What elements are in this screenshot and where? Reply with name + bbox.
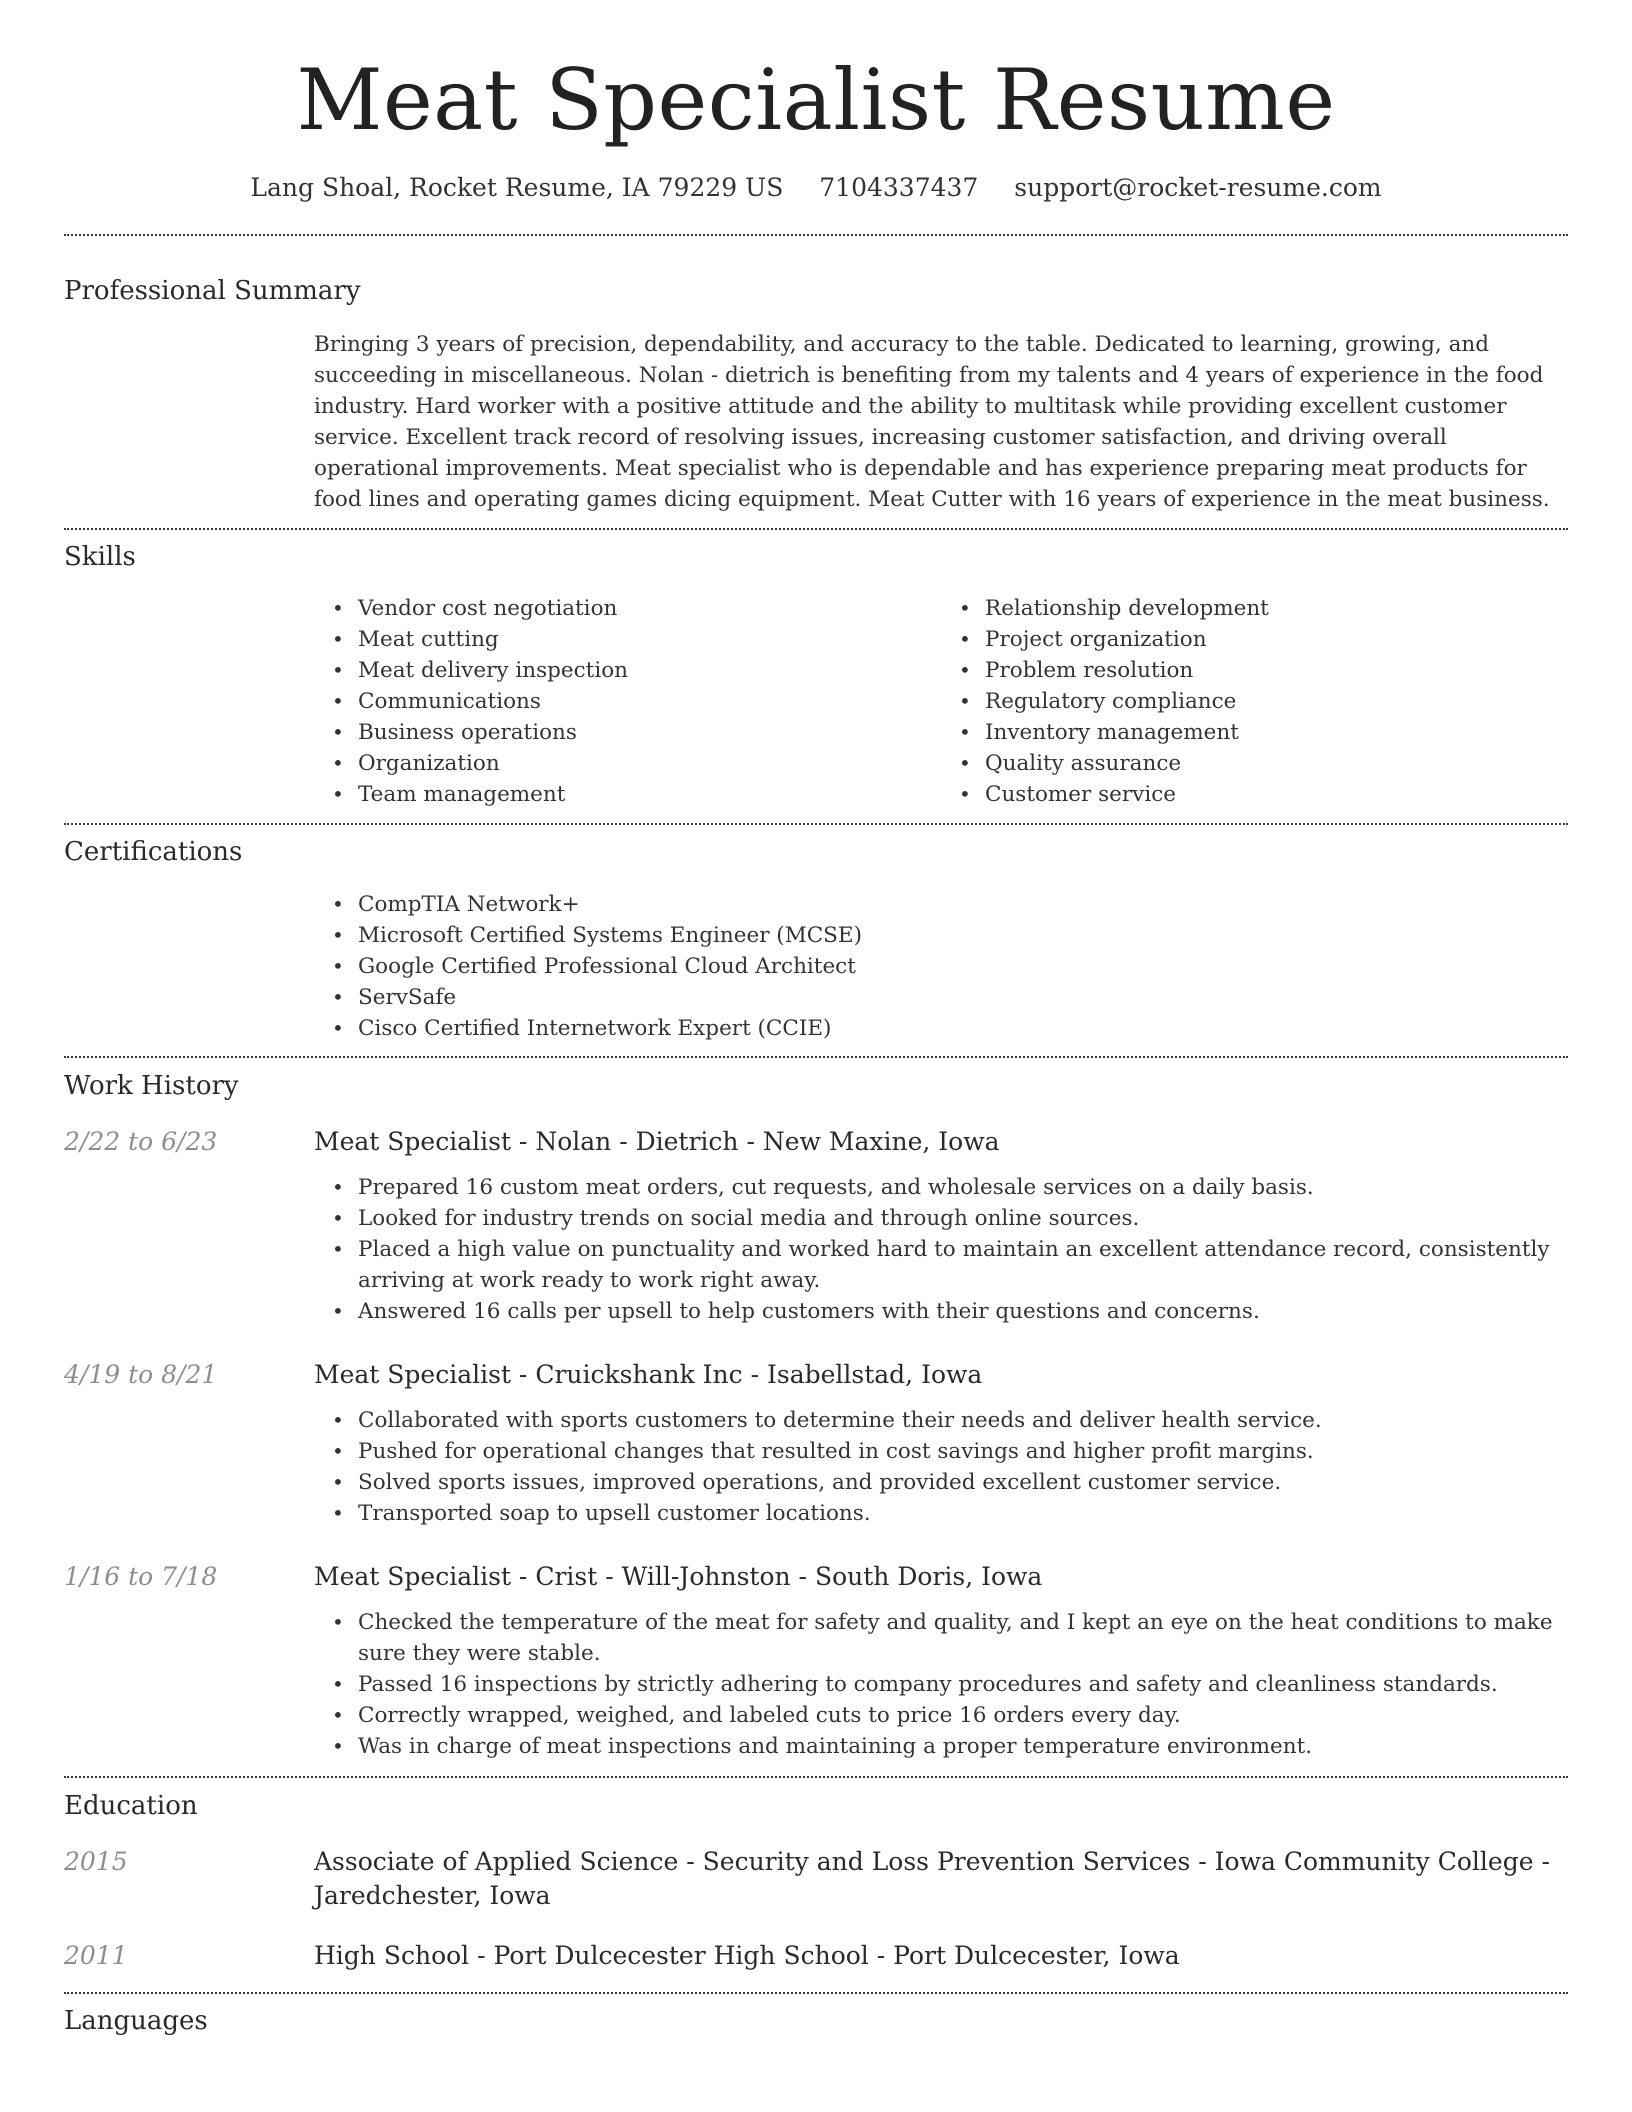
summary-text: Bringing 3 years of precision, dependability, and accuracy to the table. Dedicated to learning, growing, and succeeding in miscellaneous. Nolan - dietrich is benefiting from my talents and 4 years of experience in the food industry. Hard worker with a positive attitude and the ability to multitask while providing excellent customer service. Excellent track record of resolving issues, increasing customer satisfaction, and driving overall operational improvements. Meat specialist who is dependable and has experience preparing meat products for food lines and operating games dicing equipment. Meat Cutter with 16 years of experience in the meat business. [314,332,1550,512]
education-entry [64,1845,1568,1913]
page-title: Meat Specialist Resume [296,51,1336,149]
education-year: 2015 [64,1847,128,1876]
job-bullet: • Collaborated with sports customers to determine their needs and deliver health service. [358,1405,1568,1436]
certifications-section [64,835,1568,1044]
job-dates: 2/22 to 6/23 [64,1127,218,1156]
job-bullet: • Placed a high value on punctuality and worked hard to maintain an excellent attendance record, consistently arriving at work ready to work right away. [358,1234,1568,1296]
certification-item: • Cisco Certified Internetwork Expert (CCIE) [358,1013,1568,1044]
section-title-skills: Skills [64,542,136,572]
job-entry [64,1560,1568,1762]
skill-item: • Meat cutting [358,624,941,655]
certification-item: • ServSafe [358,982,1568,1013]
skill-item: • Meat delivery inspection [358,655,941,686]
job-dates: 4/19 to 8/21 [64,1360,218,1389]
job-heading: Meat Specialist - Cruickshank Inc - Isabellstad, Iowa [314,1360,983,1389]
job-bullet: • Pushed for operational changes that resulted in cost savings and higher profit margins. [358,1436,1568,1467]
job-bullet: • Correctly wrapped, weighed, and labeled cuts to price 16 orders every day. [358,1700,1568,1731]
job-bullet: • Looked for industry trends on social media and through online sources. [358,1203,1568,1234]
job-bullets [314,1172,1568,1327]
section-title-languages: Languages [64,2006,208,2036]
skill-item: • Communications [358,686,941,717]
summary-section [64,274,1568,515]
job-bullet: • Answered 16 calls per upsell to help customers with their questions and concerns. [358,1296,1568,1327]
skill-item: • Quality assurance [985,748,1568,779]
skill-item: • Vendor cost negotiation [358,593,941,624]
skill-item: • Organization [358,748,941,779]
languages-section [64,2004,1568,2038]
job-bullet: • Passed 16 inspections by strictly adhering to company procedures and safety and cleanliness standards. [358,1669,1568,1700]
skill-item: • Team management [358,779,941,810]
education-heading: Associate of Applied Science - Security and Loss Prevention Services - Iowa Community College - Jaredchester, Iowa [314,1847,1550,1910]
section-divider [64,823,1568,825]
section-divider [64,1776,1568,1778]
education-heading: High School - Port Dulcecester High School - Port Dulcecester, Iowa [314,1941,1180,1970]
section-divider [64,234,1568,236]
certifications-list [314,889,1568,1044]
certification-item: • CompTIA Network+ [358,889,1568,920]
section-divider [64,1056,1568,1058]
job-dates: 1/16 to 7/18 [64,1562,218,1591]
skill-item: • Regulatory compliance [985,686,1568,717]
certification-item: • Microsoft Certified Systems Engineer (MCSE) [358,920,1568,951]
section-divider [64,1992,1568,1994]
skills-list-left [314,593,941,810]
job-heading: Meat Specialist - Crist - Will-Johnston - South Doris, Iowa [314,1562,1043,1591]
job-bullet: • Transported soap to upsell customer locations. [358,1498,1568,1529]
contact-line [0,172,1632,204]
skill-item: • Project organization [985,624,1568,655]
contact-address: Lang Shoal, Rocket Resume, IA 79229 US [250,173,784,202]
section-title-certifications: Certifications [64,837,243,867]
section-title-work: Work History [64,1071,239,1101]
education-section [64,1789,1568,1973]
skill-item: • Business operations [358,717,941,748]
education-year: 2011 [64,1941,128,1970]
job-bullet: • Prepared 16 custom meat orders, cut requests, and wholesale services on a daily basis. [358,1172,1568,1203]
job-entry [64,1125,1568,1327]
job-bullets [314,1405,1568,1529]
resume-header [0,0,1632,204]
education-entry [64,1939,1568,1973]
work-history-section [64,1069,1568,1762]
contact-email[interactable]: support@rocket-resume.com [1014,173,1382,202]
job-bullet: • Was in charge of meat inspections and maintaining a proper temperature environment. [358,1731,1568,1762]
skill-item: • Problem resolution [985,655,1568,686]
section-divider [64,528,1568,530]
job-entry [64,1358,1568,1529]
job-bullets [314,1607,1568,1762]
skills-section [64,540,1568,810]
skill-item: • Relationship development [985,593,1568,624]
skill-item: • Inventory management [985,717,1568,748]
certification-item: • Google Certified Professional Cloud Architect [358,951,1568,982]
job-heading: Meat Specialist - Nolan - Dietrich - New Maxine, Iowa [314,1127,1000,1156]
skill-item: • Customer service [985,779,1568,810]
section-title-summary: Professional Summary [64,276,361,306]
job-bullet: • Solved sports issues, improved operations, and provided excellent customer service. [358,1467,1568,1498]
job-bullet: • Checked the temperature of the meat for safety and quality, and I kept an eye on the heat conditions to make sure they were stable. [358,1607,1568,1669]
skills-list-right [941,593,1568,810]
contact-phone: 7104337437 [819,173,979,202]
section-title-education: Education [64,1791,198,1821]
